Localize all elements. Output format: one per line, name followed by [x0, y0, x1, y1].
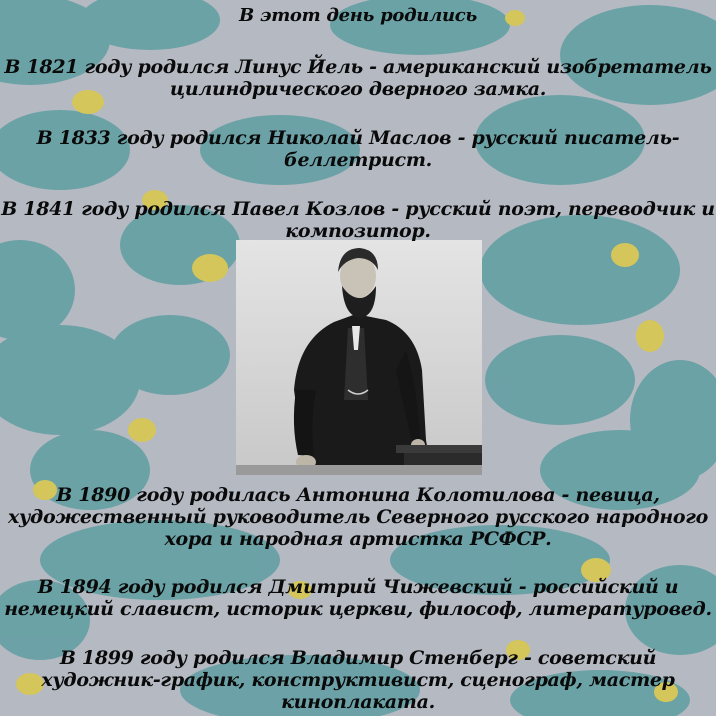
entry-1890: В 1890 году родилась Антонина Колотилова - певица, художественный руководитель Северного русского народного хора и народная артистка РСФСР.: [7, 484, 709, 550]
entry-1894: В 1894 году родился Дмитрий Чижевский - российский и немецкий славист, историк церкви, философ, литературовед.: [4, 576, 712, 620]
entry-1821: В 1821 году родился Линус Йель - американский изобретатель цилиндрического дверного замка.: [4, 56, 712, 100]
page-title: В этот день родились: [239, 5, 477, 26]
entry-1841: В 1841 году родился Павел Козлов - русский поэт, переводчик и композитор.: [1, 198, 715, 242]
portrait-photo: [236, 240, 482, 475]
entry-1899: В 1899 году родился Владимир Стенберг - советский художник-график, конструктивист, сценограф, мастер киноплаката.: [41, 647, 675, 713]
entry-1833: В 1833 году родился Николай Маслов - русский писатель-беллетрист.: [36, 127, 680, 171]
